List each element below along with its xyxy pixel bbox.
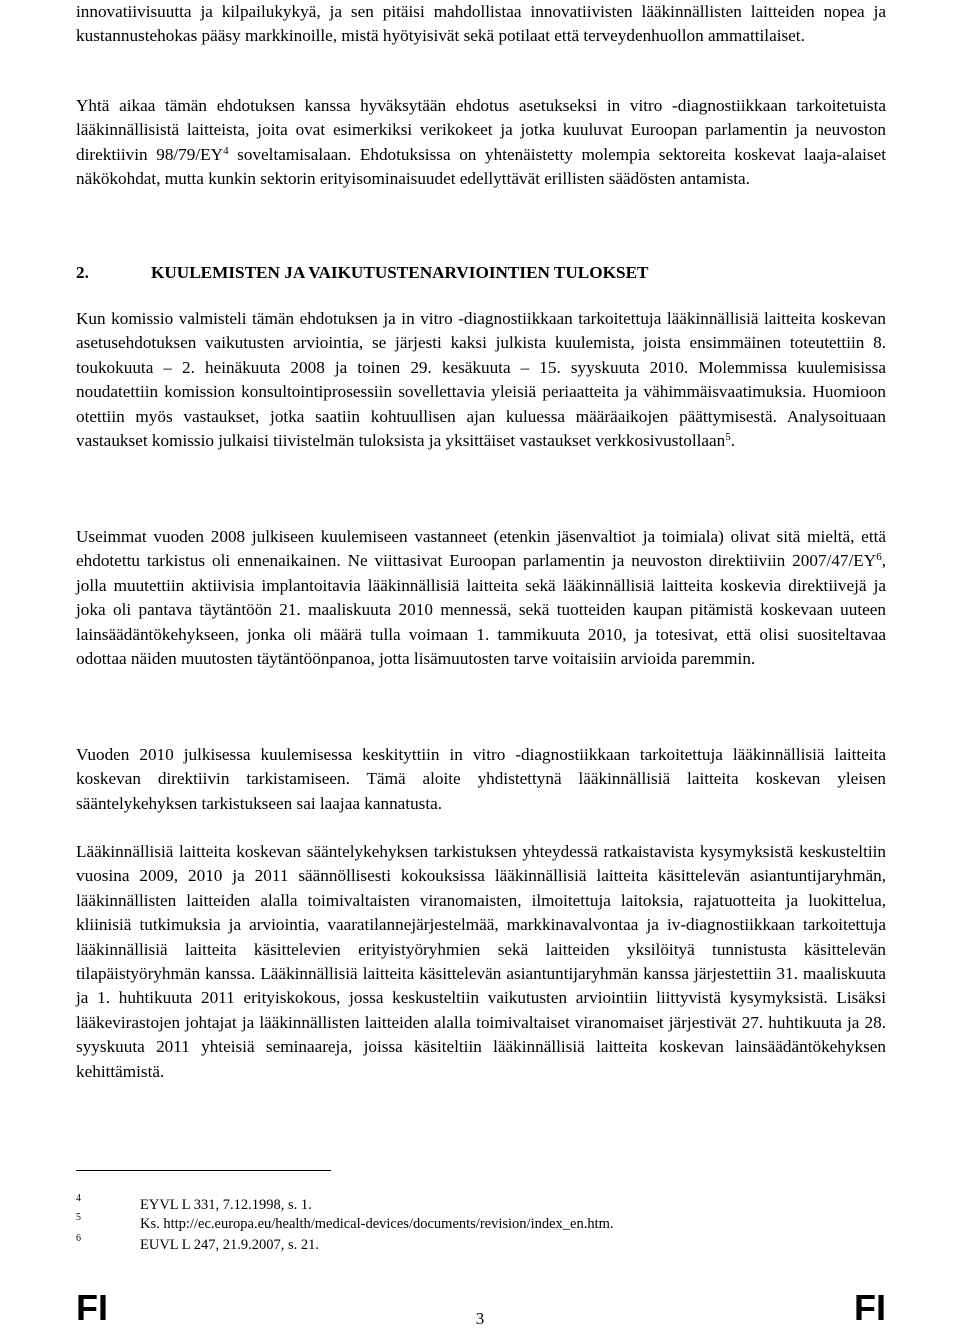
section-title: KUULEMISTEN JA VAIKUTUSTENARVIOINTIEN TULOKSET [151, 263, 649, 282]
paragraph-ivd-proposal [76, 94, 886, 192]
section-heading [76, 261, 886, 285]
paragraph-consultations [76, 307, 886, 453]
footnote [76, 1212, 886, 1233]
footnote-ref-5: 5 [725, 431, 731, 444]
paragraph-2008-consultation [76, 525, 886, 671]
paragraph-text: Yhtä aikaa tämän ehdotuksen kanssa hyväksytään ehdotus asetukseksi in vitro -diagnostiikkaan tarkoitetuista lääkinnällisistä laitteista, joita ovat esimerkiksi verikokeet ja jotka kuuluvat Euroopan parlamentin ja neuvoston direktiivin 98/79/EY [76, 96, 886, 164]
paragraph-text: Useimmat vuoden 2008 julkiseen kuulemiseen vastanneet (etenkin jäsenvaltiot ja toimiala) olivat sitä mieltä, että ehdotettu tarkistus oli ennenaikainen. Ne viittasivat Euroopan parlamentin ja neuvoston direktiiviin 2007/47/EY [76, 527, 886, 571]
paragraph-intro-continuation: innovatiivisuutta ja kilpailukykyä, ja sen pitäisi mahdollistaa innovatiivisten lääkinnällisten laitteiden nopea ja kustannustehokas pääsy markkinoille, mistä hyötyisivät sekä potilaat että terveydenhuollon ammattilaiset. [76, 2, 886, 46]
paragraph-2010-consultation: Vuoden 2010 julkisessa kuulemisessa keskityttiin in vitro -diagnostiikkaan tarkoitettuja lääkinnällisiä laitteita koskevan direktiivin tarkistamiseen. Tämä aloite yhdistettynä lääkinnällisiä laitteita koskevan yleisen sääntelykehyksen tarkistukseen sai laajaa kannatusta. [76, 745, 886, 813]
footnote-ref-4: 4 [223, 144, 229, 157]
footnote [76, 1193, 886, 1214]
footnote-text: EYVL L 331, 7.12.1998, s. 1. [140, 1197, 312, 1213]
paragraph-text: , jolla muutettiin aktiivisia implantoitavia lääkinnällisiä laitteita sekä lääkinnällisiä laitteita koskevia direktiivejä ja joka oli pantava täytäntöön 21. maaliskuuta 2010 mennessä, sekä tuotteiden kaupan pitämistä koskevaan uuteen lainsäädäntökehykseen, jonka oli määrä tulla voimaan 1. tammikuuta 2010, ja totesivat, että olisi suositeltavaa odottaa näiden muutosten täytäntöönpanoa, jotta lisämuutosten tarve voitaisiin arvioida paremmin. [76, 551, 886, 669]
footnote-link-text: Ks. http://ec.europa.eu/health/medical-devices/documents/revision/index_en.htm. [140, 1216, 614, 1232]
footnote-ref-6: 6 [876, 551, 882, 564]
footnote-separator [76, 1170, 331, 1171]
paragraph-text: . [730, 431, 736, 451]
paragraph-text: Kun komissio valmisteli tämän ehdotuksen ja in vitro -diagnostiikkaan tarkoitettuja lääkinnällisiä laitteita koskevan asetusehdotuksen vaikutusten arviointia, se järjesti kaksi julkista kuulemista, joista ensimmäinen toteutettiin 8. toukokuuta – 2. heinäkuuta 2008 ja toinen 29. kesäkuuta – 15. syyskuuta 2010. Molemmissa kuulemisissa noudatettiin komission konsultointiprosessiin sovellettavia yleisiä periaatteita ja vähimmäisvaatimuksia. Huomioon otettiin myös vastaukset, jotka saatiin kohtuullisen ajan kuluessa määräaikojen päättymisestä. Analysoituaan vastaukset komissio julkaisi tiivistelmän tuloksista ja yksittäiset vastaukset verkkosivustollaan [76, 309, 886, 451]
paragraph-text: soveltamisalaan. Ehdotuksissa on yhtenäistetty molempia sektoreita koskevat laaja-alaiset näkökohdat, mutta kunkin sektorin erityisominaisuudet edellyttävät erillisten säädösten antamista. [76, 144, 886, 189]
page-number: 3 [475, 1309, 485, 1328]
footnote-number: 6 [76, 1233, 81, 1244]
section-number: 2. [76, 263, 89, 282]
footer-language-left: FI [76, 1287, 108, 1328]
footnote-number: 5 [76, 1212, 81, 1223]
paragraph-expert-meetings: Lääkinnällisiä laitteita koskevan sääntelykehyksen tarkistuksen yhteydessä ratkaistavista kysymyksistä keskusteltiin vuosina 2009, 2010 ja 2011 säännöllisesti kokouksissa lääkinnällisiä laitteita käsittelevän asiantuntijaryhmän, lääkinnällisten laitteiden alalla toimivaltaisten viranomaisten, ilmoitettuja laitoksia, rajatuotteita ja luokittelua, kliinisiä tutkimuksia ja arviointia, vaaratilannejärjestelmää, markkinavalvontaa ja iv-diagnostiikkaan tarkoitettuja lääkinnällisiä laitteita käsittelevien erityistyöryhmien sekä laitteiden yksilöityä tunnistusta käsittelevän tilapäistyöryhmän kanssa. Lääkinnällisiä laitteita käsittelevän asiantuntijaryhmän kanssa järjestettiin 31. maaliskuuta ja 1. huhtikuuta 2011 erityiskokous, jossa keskusteltiin vaikutusten arviointiin liittyvistä kysymyksistä. Lisäksi lääkevirastojen johtajat ja lääkinnällisten laitteiden alalla toimivaltaiset viranomaiset järjestivät 27. huhtikuuta ja 28. syyskuuta 2011 yhteisiä seminaareja, joissa käsiteltiin lääkinnällisiä laitteita koskevan lainsäädäntökehyksen kehittämistä. [76, 842, 886, 1081]
footer-language-right: FI [854, 1287, 886, 1328]
footnote-text: EUVL L 247, 21.9.2007, s. 21. [140, 1237, 319, 1253]
footnote [76, 1233, 886, 1254]
footnote-number: 4 [76, 1193, 81, 1204]
